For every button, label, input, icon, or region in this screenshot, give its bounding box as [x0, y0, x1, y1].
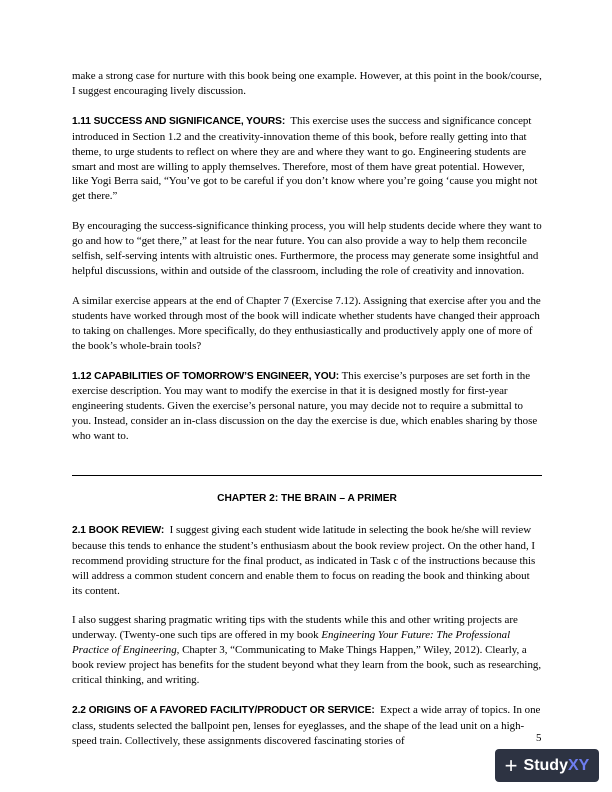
section-heading: 1.11 SUCCESS AND SIGNIFICANCE, YOURS: [72, 115, 286, 127]
section-heading: 1.12 CAPABILITIES OF TOMORROW’S ENGINEER, YOU: [72, 370, 340, 382]
badge-xy-text: XY [567, 756, 590, 774]
paragraph: By encouraging the success-significance thinking process, you will help students decide where they want to go and how to “get there,” at least for the near future. You can also provide a way to help them reconcile selfish, self-serving intents with altruistic ones. Furthermore, the process may generate some insightful and helpful discussions, within and outside of the classroom, including the role of creativity and innovation. [72, 220, 542, 277]
book-title: Engineering Your Future: The Professional Practice of Engineering, [72, 629, 511, 657]
section-text: Expect a wide array of topics. In one class, students selected the ballpoint pen, lenses for eyeglasses, and the shape of the lead unit on a high-speed train. Collectively, these assignments discovered fascinating stories of [72, 704, 541, 747]
section-2-1 [72, 523, 542, 599]
paragraph: A similar exercise appears at the end of Chapter 7 (Exercise 7.12). Assigning that exercise after you and the students have worked through most of the book will indicate whether students have changed their approach to taking on challenges. More specifically, do they enthusiastically and productively apply one of more of the book’s whole-brain tools? [72, 294, 541, 352]
section-text: This exercise’s purposes are set forth in the exercise description. You may want to modify the exercise in that it is designed mostly for first-year engineering students. Given the exercise’s personal nature, you may decide not to require a submittal to you. Instead, consider an in-class discussion on the day the exercise is due, which enables sharing by those who want to. [72, 369, 538, 443]
plus-icon: + [504, 752, 518, 778]
text-run: I also suggest sharing pragmatic writing tips with the students while this and other writing projects are underway. (Twenty-one such tips are offered in my book [72, 614, 518, 642]
section-1-11 [72, 114, 542, 204]
page-number: 5 [536, 732, 542, 744]
text-run: Chapter 3, “Communicating to Make Things Happen,” Wiley, 2012). Clearly, a book review project has benefits for the student beyond what they learn from the book, such as researching, critical thinking, and writing. [72, 644, 542, 687]
studyxy-badge[interactable] [495, 749, 599, 782]
section-text: I suggest giving each student wide latitude in selecting the book he/she will review because this tends to enhance the student’s enthusiasm about the book review project. On the other hand, I recommend providing structure for the final product, as indicated in Task c of the instructions because this will address a common student concern and enable them to focus on reading the book and thinking about its content. [72, 523, 536, 597]
section-1-12 [72, 369, 542, 445]
section-2-2 [72, 703, 542, 749]
section-heading: 2.1 BOOK REVIEW: [72, 524, 165, 536]
horizontal-divider [72, 475, 542, 476]
section-text: This exercise uses the success and significance concept introduced in Section 1.2 and the creativity-innovation theme of this book, before really getting into that theme, to urge students to reflect on where they are and where they want to go. Engineering students are smart and most are willing to apply themselves. Therefore, most of them have great potential. However, like Yogi Berra said, “You’ve got to be careful if you don’t know where you’re going ‘cause you might not get there.” [72, 114, 538, 203]
badge-study-text: Study [523, 756, 568, 774]
intro-paragraph: make a strong case for nurture with this book being one example. However, at this point in the book/course, I suggest encouraging lively discussion. [72, 70, 542, 97]
paragraph [72, 613, 542, 688]
section-heading: 2.2 ORIGINS OF A FAVORED FACILITY/PRODUCT OR SERVICE: [72, 705, 375, 716]
document-body [72, 69, 542, 764]
chapter-title: CHAPTER 2: THE BRAIN – A PRIMER [217, 493, 397, 505]
